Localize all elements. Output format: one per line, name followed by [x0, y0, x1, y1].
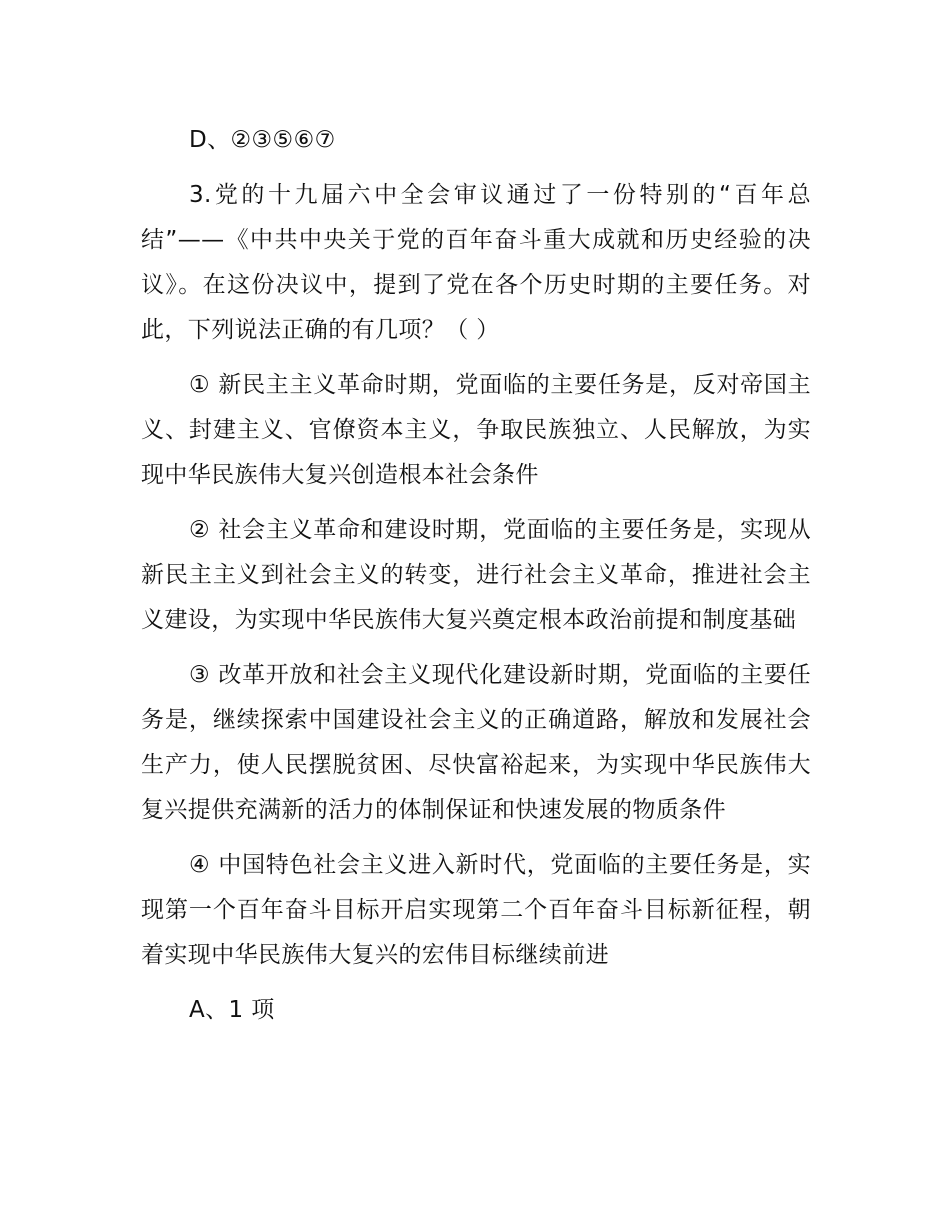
statement-item-3: ③ 改革开放和社会主义现代化建设新时期，党面临的主要任务是，继续探索中国建设社会主义的正确道路，解放和发展社会生产力，使人民摆脱贫困、尽快富裕起来，为实现中华民族伟大复兴提供充满新的活力的体制保证和快速发展的物质条件	[141, 662, 811, 823]
document-body	[141, 118, 811, 1043]
statement-item-2: ② 社会主义革命和建设时期，党面临的主要任务是，实现从新民主主义到社会主义的转变，进行社会主义革命，推进社会主义建设，为实现中华民族伟大复兴奠定根本政治前提和制度基础	[141, 517, 811, 633]
statement-item-4: ④ 中国特色社会主义进入新时代，党面临的主要任务是，实现第一个百年奋斗目标开启实现第二个百年奋斗目标新征程，朝着实现中华民族伟大复兴的宏伟目标继续前进	[141, 852, 811, 968]
option-d: D、②③⑤⑥⑦	[189, 127, 336, 153]
statement-item-1: ① 新民主主义革命时期，党面临的主要任务是，反对帝国主义、封建主义、官僚资本主义，争取民族独立、人民解放，为实现中华民族伟大复兴创造根本社会条件	[141, 372, 811, 488]
question-stem: 3.党的十九届六中全会审议通过了一份特别的“百年总结”——《中共中央关于党的百年奋斗重大成就和历史经验的决议》。在这份决议中，提到了党在各个历史时期的主要任务。对此，下列说法正确的有几项？（ ）	[141, 182, 811, 343]
option-a: A、1 项	[189, 997, 275, 1023]
